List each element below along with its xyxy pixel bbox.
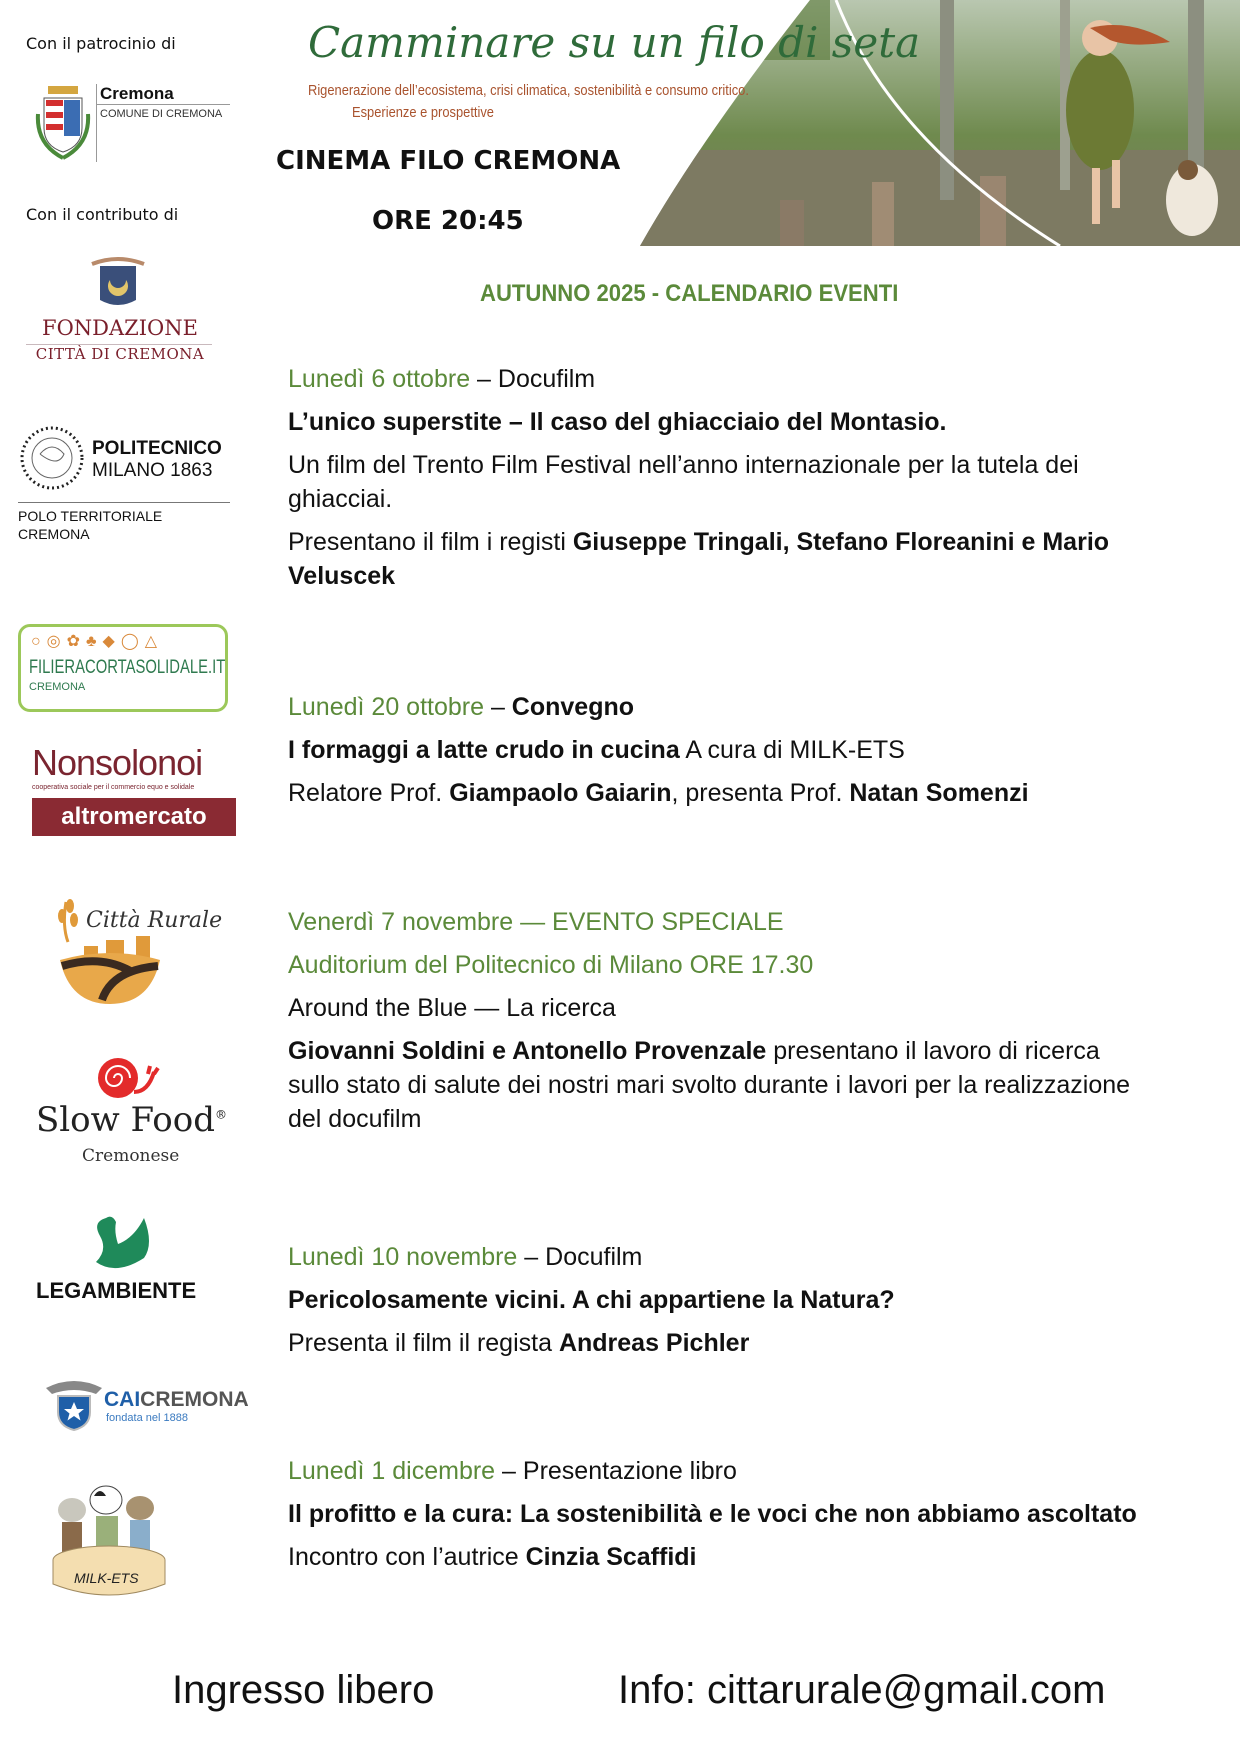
event-description: Giovanni Soldini e Antonello Provenzale presentano il lavoro di ricerca sullo stato di salute dei nostri mari svolto durante i lavori per la realizzazione del docufilm bbox=[288, 1037, 1131, 1133]
logo-filiera-corta-solidale bbox=[18, 624, 228, 712]
venue-name: CINEMA FILO CREMONA bbox=[276, 146, 621, 176]
event-item: Lunedì 10 novembre – Docufilm Pericolosamente vicini. A chi appartiene la Natura? Presenta il film il regista Andreas Pichler bbox=[288, 1240, 1148, 1369]
logo-legambiente bbox=[36, 1210, 206, 1320]
cremona-logo-subtitle: COMUNE DI CREMONA bbox=[100, 108, 223, 120]
fondazione-line2: CITTÀ DI CREMONA bbox=[35, 345, 205, 363]
cremona-logo-title: Cremona bbox=[100, 84, 174, 103]
logo-comune-cremona bbox=[34, 84, 234, 164]
legambiente-title: LEGAMBIENTE bbox=[36, 1278, 197, 1303]
fondazione-line1: FONDAZIONE bbox=[42, 316, 198, 340]
event-series-title: Camminare su un filo di seta bbox=[308, 18, 921, 67]
logo-fondazione-citta-cremona bbox=[22, 256, 218, 366]
milk-ets-title: MILK-ETS bbox=[74, 1570, 139, 1586]
info-email-link[interactable]: Info: cittarurale@gmail.com bbox=[618, 1668, 1106, 1712]
event-date: Venerdì 7 novembre — EVENTO SPECIALE bbox=[288, 908, 784, 936]
event-date: Lunedì 1 dicembre bbox=[288, 1457, 496, 1485]
event-type: Docufilm bbox=[545, 1243, 643, 1271]
event-location: Auditorium del Politecnico di Milano ORE 17.30 bbox=[288, 951, 814, 979]
filiera-line1: FILIERACORTASOLIDALE.IT bbox=[29, 657, 226, 678]
filiera-produce-icons: ○◎✿♣◆◯△ bbox=[31, 633, 164, 650]
event-title: I formaggi a latte crudo in cucina bbox=[288, 736, 680, 764]
cai-subtitle: fondata nel 1888 bbox=[106, 1412, 188, 1424]
event-series-tagline-2: Esperienze e prospettive bbox=[352, 104, 494, 121]
snail-icon bbox=[94, 1056, 164, 1102]
swan-icon bbox=[86, 1210, 156, 1276]
calendar-title: AUTUNNO 2025 - CALENDARIO EVENTI bbox=[480, 280, 899, 307]
contribution-label: Con il contributo di bbox=[26, 205, 179, 224]
fondazione-crest-icon bbox=[88, 256, 148, 316]
politecnico-line4: CREMONA bbox=[18, 526, 90, 542]
event-title: Il profitto e la cura: La sostenibilità e le voci che non abbiamo ascoltato bbox=[288, 1500, 1137, 1528]
event-title: L’unico superstite – Il caso del ghiacciaio del Montasio. bbox=[288, 408, 947, 436]
cai-title: CAICREMONA bbox=[104, 1388, 249, 1411]
slow-food-subtitle: Cremonese bbox=[82, 1146, 180, 1166]
event-type: Convegno bbox=[511, 693, 635, 721]
free-entry-label: Ingresso libero bbox=[172, 1668, 435, 1712]
event-presenters: Presentano il film i registi Giuseppe Tringali, Stefano Floreanini e Mario Veluscek bbox=[288, 528, 1110, 590]
logo-cai-cremona bbox=[44, 1378, 249, 1434]
cai-crest-icon bbox=[44, 1378, 104, 1432]
event-item: Lunedì 20 ottobre – Convegno I formaggi a latte crudo in cucina A cura di MILK-ETS Relatore Prof. Giampaolo Gaiarin, presenta Prof. Natan Somenzi bbox=[288, 690, 1148, 819]
slow-food-title: Slow Food® bbox=[36, 1100, 227, 1140]
logo-politecnico-milano bbox=[18, 424, 238, 544]
cremona-crest-icon bbox=[34, 84, 92, 162]
start-time: ORE 20:45 bbox=[372, 206, 524, 236]
event-title: Around the Blue — La ricerca bbox=[288, 994, 616, 1022]
nonsolonoi-title: Nonsolonoi bbox=[32, 742, 203, 783]
logo-citta-rurale bbox=[52, 894, 222, 1014]
event-title: Pericolosamente vicini. A chi appartiene la Natura? bbox=[288, 1286, 895, 1314]
nonsolonoi-subtitle: cooperativa sociale per il commercio equo e solidale bbox=[32, 784, 195, 791]
event-type: Docufilm bbox=[497, 365, 596, 393]
event-presenters: Presenta il film il regista Andreas Pichler bbox=[288, 1329, 750, 1357]
politecnico-line1: POLITECNICO bbox=[92, 438, 222, 459]
logo-milk-ets bbox=[44, 1474, 174, 1598]
event-series-tagline: Rigenerazione dell’ecosistema, crisi climatica, sostenibilità e consumo critico. bbox=[308, 82, 749, 99]
event-date: Lunedì 6 ottobre bbox=[288, 365, 471, 393]
event-presenters: Incontro con l’autrice Cinzia Scaffidi bbox=[288, 1543, 697, 1571]
citta-rurale-title: Città Rurale bbox=[86, 908, 223, 933]
event-speakers: Relatore Prof. Giampaolo Gaiarin, presenta Prof. Natan Somenzi bbox=[288, 779, 1029, 807]
event-description: Un film del Trento Film Festival nell’anno internazionale per la tutela dei ghiacciai. bbox=[288, 451, 1079, 513]
logo-slow-food-cremonese bbox=[36, 1056, 226, 1176]
event-type: Presentazione libro bbox=[522, 1457, 737, 1485]
event-date: Lunedì 10 novembre bbox=[288, 1243, 518, 1271]
event-item-special bbox=[288, 905, 1148, 1145]
event-item: Lunedì 1 dicembre – Presentazione libro Il profitto e la cura: La sostenibilità e le voci che non abbiamo ascoltato Incontro con l’autrice Cinzia Scaffidi bbox=[288, 1454, 1148, 1583]
event-item: Lunedì 6 ottobre – Docufilm L’unico superstite – Il caso del ghiacciaio del Montasio. Un film del Trento Film Festival nell’anno internazionale per la tutela dei ghiacciai. Presentano il film i registi Giuseppe Tringali, Stefano Floreanini e Mario Veluscek bbox=[288, 362, 1148, 602]
event-date: Lunedì 20 ottobre bbox=[288, 693, 484, 721]
politecnico-line2: MILANO 1863 bbox=[92, 460, 213, 481]
logo-nonsolonoi-altromercato bbox=[32, 742, 240, 846]
patronage-label: Con il patrocinio di bbox=[26, 34, 176, 53]
politecnico-line3: POLO TERRITORIALE bbox=[18, 508, 163, 524]
politecnico-seal-icon bbox=[18, 424, 86, 492]
filiera-line2: CREMONA bbox=[29, 681, 86, 693]
altromercato-band: altromercato bbox=[32, 798, 236, 836]
